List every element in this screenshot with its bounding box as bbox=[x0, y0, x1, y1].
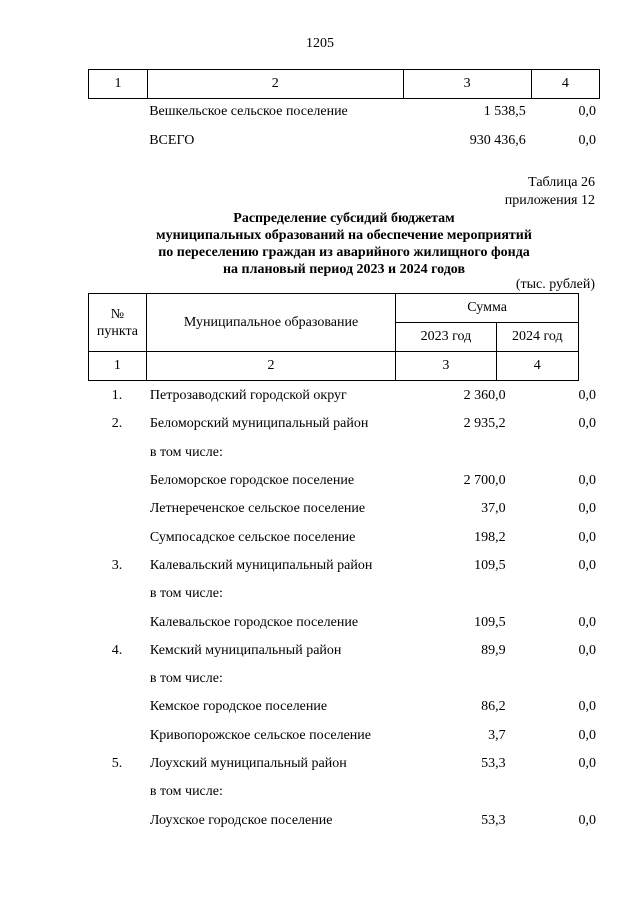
table-row bbox=[88, 637, 600, 665]
header-year-2023: 2023 год bbox=[396, 323, 496, 352]
row-name: Кемское городское поселение bbox=[149, 699, 328, 715]
row-value-2023: 2 700,0 bbox=[463, 473, 506, 489]
row-number bbox=[88, 495, 146, 523]
appendix-label: приложения 12 bbox=[504, 193, 595, 208]
row-value-2023: 2 935,2 bbox=[463, 416, 506, 432]
row-name: Беломорский муниципальный район bbox=[149, 416, 369, 432]
row-name: Петрозаводский городской округ bbox=[149, 388, 347, 404]
row-number: 2. bbox=[111, 416, 123, 432]
row-number bbox=[88, 523, 146, 551]
table-row bbox=[88, 495, 600, 523]
row-value-1: 930 436,6 bbox=[469, 132, 526, 148]
row-value-2023 bbox=[404, 665, 510, 693]
title-line: на плановый период 2023 и 2024 годов bbox=[222, 262, 466, 277]
row-name: Вешкельское сельское поселение bbox=[149, 103, 348, 119]
table-row bbox=[88, 778, 600, 806]
row-number: 1. bbox=[111, 388, 123, 404]
row-name: Беломорское городское поселение bbox=[149, 473, 355, 489]
table-row bbox=[88, 722, 600, 750]
top-table-rows bbox=[88, 97, 600, 155]
row-number bbox=[88, 722, 146, 750]
header-col-2: 2 bbox=[148, 70, 404, 99]
row-name: Сумпосадское сельское поселение bbox=[149, 529, 356, 545]
document-title bbox=[88, 210, 600, 278]
row-value-2024 bbox=[510, 778, 600, 806]
row-value-2023: 3,7 bbox=[488, 727, 506, 743]
row-name: Калевальский муниципальный район bbox=[149, 557, 373, 573]
row-value-2023: 2 360,0 bbox=[463, 388, 506, 404]
row-value-2023: 86,2 bbox=[481, 699, 506, 715]
row-number: 3. bbox=[111, 557, 123, 573]
row-number bbox=[88, 439, 146, 467]
row-number bbox=[88, 665, 146, 693]
row-number bbox=[88, 608, 146, 636]
row-value-2024: 0,0 bbox=[578, 812, 596, 828]
header-num: № пункта bbox=[89, 294, 147, 352]
row-number: 4. bbox=[111, 642, 123, 658]
row-name: Летнереченское сельское поселение bbox=[149, 501, 366, 517]
row-number: 5. bbox=[111, 756, 123, 771]
row-number bbox=[88, 806, 146, 834]
title-line: муниципальных образований на обеспечение мероприятий bbox=[156, 228, 532, 243]
row-value-2023 bbox=[404, 580, 510, 608]
row-name: в том числе: bbox=[149, 784, 223, 800]
row-value-2024: 0,0 bbox=[578, 416, 596, 432]
row-name: в том числе: bbox=[149, 586, 223, 602]
header-index-4: 4 bbox=[496, 352, 578, 381]
row-name: Кривопорожское сельское поселение bbox=[149, 727, 371, 743]
table-row bbox=[88, 693, 600, 721]
table-row bbox=[88, 382, 600, 410]
table-row bbox=[88, 665, 600, 693]
row-value-2024: 0,0 bbox=[578, 557, 596, 573]
table-row bbox=[88, 97, 600, 126]
table-row bbox=[88, 806, 600, 834]
table-row bbox=[88, 608, 600, 636]
header-index-3: 3 bbox=[396, 352, 496, 381]
row-value-2024: 0,0 bbox=[578, 756, 596, 771]
page-number: 1205 bbox=[306, 36, 334, 51]
row-value-2024 bbox=[510, 665, 600, 693]
row-value-2024: 0,0 bbox=[578, 699, 596, 715]
row-value-2023: 53,3 bbox=[481, 812, 506, 828]
row-value-2024: 0,0 bbox=[578, 473, 596, 489]
row-value-2023 bbox=[404, 778, 510, 806]
main-table-rows bbox=[88, 382, 600, 835]
top-table-header bbox=[88, 69, 600, 99]
row-value-2024 bbox=[510, 439, 600, 467]
row-value-1: 1 538,5 bbox=[483, 103, 526, 119]
header-year-2024: 2024 год bbox=[496, 323, 578, 352]
row-value-2023: 53,3 bbox=[481, 756, 506, 771]
row-number bbox=[88, 580, 146, 608]
main-table-header bbox=[88, 293, 579, 381]
table-row bbox=[88, 439, 600, 467]
header-municipality: Муниципальное образование bbox=[146, 294, 395, 352]
row-value-2023: 89,9 bbox=[481, 642, 506, 658]
row-value-2024: 0,0 bbox=[578, 529, 596, 545]
row-name: Лоухское городское поселение bbox=[149, 812, 333, 828]
row-value-2024: 0,0 bbox=[578, 614, 596, 630]
row-value-2: 0,0 bbox=[578, 132, 596, 148]
row-name: Лоухский муниципальный район bbox=[149, 756, 347, 771]
row-value-2023: 109,5 bbox=[474, 557, 506, 573]
row-name: ВСЕГО bbox=[149, 132, 195, 148]
row-number bbox=[88, 693, 146, 721]
header-col-1: 1 bbox=[89, 70, 148, 99]
title-line: Распределение субсидий бюджетам bbox=[233, 211, 455, 226]
table-label: Таблица 26 bbox=[528, 175, 595, 190]
row-value-2: 0,0 bbox=[578, 103, 596, 119]
row-value-2023: 109,5 bbox=[474, 614, 506, 630]
header-col-4: 4 bbox=[531, 70, 599, 99]
row-number bbox=[88, 778, 146, 806]
table-row bbox=[88, 467, 600, 495]
row-name: Калевальское городское поселение bbox=[149, 614, 359, 630]
row-value-2024: 0,0 bbox=[578, 501, 596, 517]
header-index-1: 1 bbox=[89, 352, 147, 381]
row-name: в том числе: bbox=[149, 444, 223, 460]
row-value-2023 bbox=[404, 439, 510, 467]
row-value-2024 bbox=[510, 580, 600, 608]
row-value-2024: 0,0 bbox=[578, 642, 596, 658]
table-row bbox=[88, 750, 600, 778]
row-number bbox=[88, 467, 146, 495]
header-sum: Сумма bbox=[396, 294, 579, 323]
row-value-2023: 37,0 bbox=[481, 501, 506, 517]
title-line: по переселению граждан из аварийного жилищного фонда bbox=[158, 245, 530, 260]
table-row bbox=[88, 580, 600, 608]
table-row bbox=[88, 126, 600, 155]
row-value-2023: 198,2 bbox=[474, 529, 506, 545]
row-value-2024: 0,0 bbox=[578, 727, 596, 743]
header-index-2: 2 bbox=[146, 352, 395, 381]
row-name: Кемский муниципальный район bbox=[149, 642, 342, 658]
units-label: (тыс. рублей) bbox=[515, 277, 595, 292]
row-value-2024: 0,0 bbox=[578, 388, 596, 404]
table-row bbox=[88, 410, 600, 438]
table-row bbox=[88, 523, 600, 551]
header-col-3: 3 bbox=[403, 70, 531, 99]
row-name: в том числе: bbox=[149, 671, 223, 687]
table-row bbox=[88, 552, 600, 580]
